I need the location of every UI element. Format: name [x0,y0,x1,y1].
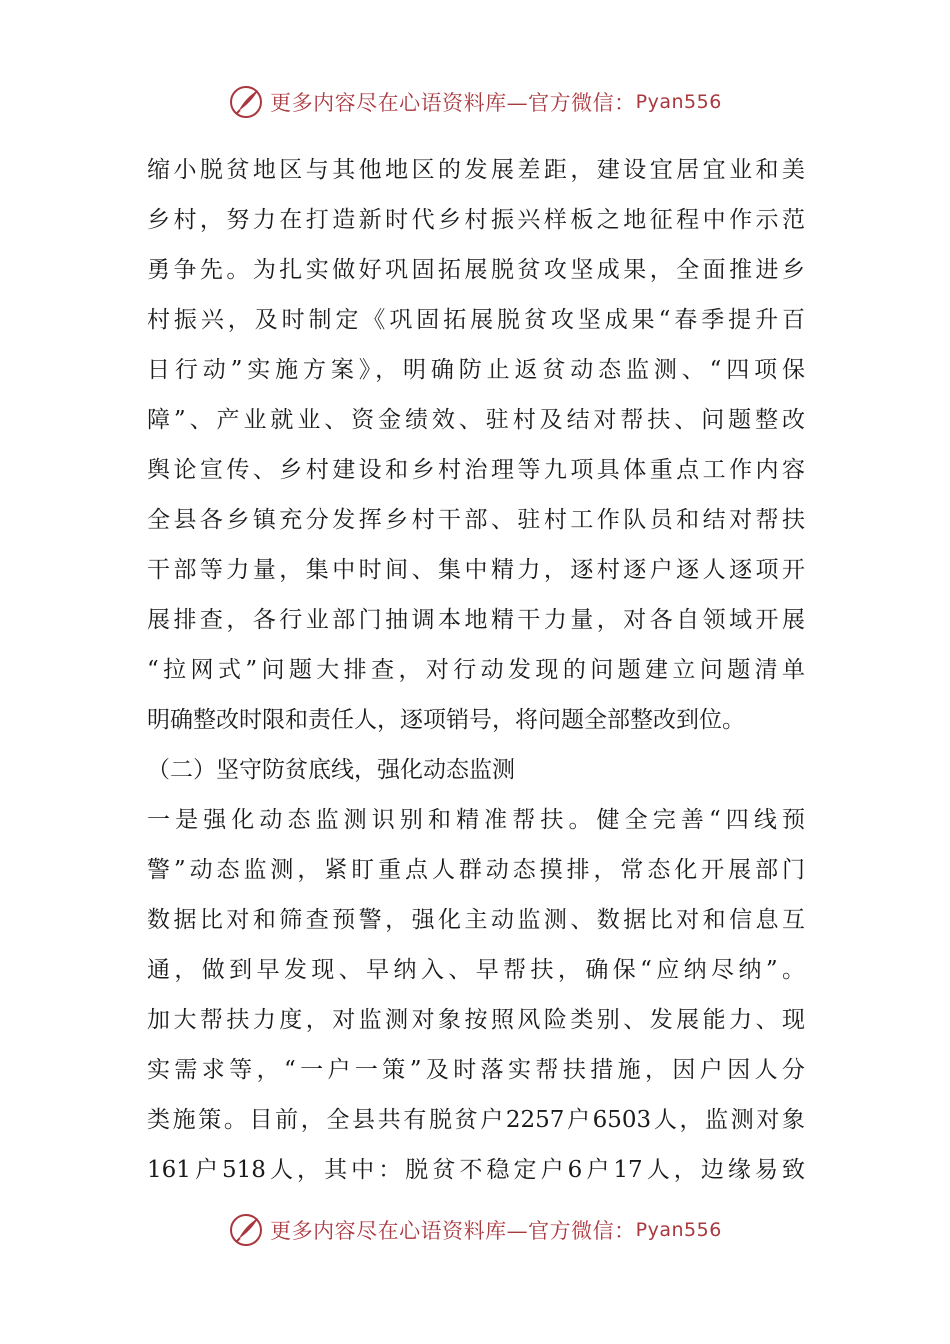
body-line: 日行动”实施方案》，明确防止返贫动态监测、“四项保 [147,357,805,383]
body-line: 一是强化动态监测识别和精准帮扶。健全完善“四线预 [147,807,805,833]
body-line: 161户518人，其中：脱贫不稳定户6户17人，边缘易致 [147,1157,805,1183]
document-body [147,145,805,1195]
body-line: 村振兴，及时制定《巩固拓展脱贫攻坚成果“春季提升百 [147,307,805,333]
quill-logo-icon [228,84,264,120]
body-line: 勇争先。为扎实做好巩固拓展脱贫攻坚成果，全面推进乡 [147,257,805,283]
body-line: 展排查，各行业部门抽调本地精干力量，对各自领域开展 [147,607,805,633]
watermark-header [0,82,950,122]
body-line: 缩小脱贫地区与其他地区的发展差距，建设宜居宜业和美 [147,157,805,183]
watermark-wechat-id: Pyan556 [635,1219,722,1241]
watermark-text: 更多内容尽在心语资料库—官方微信： [270,1219,636,1243]
body-line: 明确整改时限和责任人，逐项销号，将问题全部整改到位。 [147,707,745,733]
body-line: 通，做到早发现、早纳入、早帮扶，确保“应纳尽纳”。 [147,957,805,983]
body-line: “拉网式”问题大排查，对行动发现的问题建立问题清单 [147,657,805,683]
body-line: 干部等力量，集中时间、集中精力，逐村逐户逐人逐项开 [147,557,805,583]
body-line: 警”动态监测，紧盯重点人群动态摸排，常态化开展部门 [147,857,805,883]
body-line: 舆论宣传、乡村建设和乡村治理等九项具体重点工作内容 [147,457,805,483]
watermark-text: 更多内容尽在心语资料库—官方微信： [270,91,636,115]
body-line: 障”、产业就业、资金绩效、驻村及结对帮扶、问题整改 [147,407,805,433]
body-line: 加大帮扶力度，对监测对象按照风险类别、发展能力、现 [147,1007,805,1033]
body-line: 数据比对和筛查预警，强化主动监测、数据比对和信息互 [147,907,805,933]
body-line: 全县各乡镇充分发挥乡村干部、驻村工作队员和结对帮扶 [147,507,805,533]
body-line: 乡村，努力在打造新时代乡村振兴样板之地征程中作示范 [147,207,805,233]
watermark-wechat-id: Pyan556 [635,91,722,113]
watermark-footer [0,1210,950,1250]
body-line: 类施策。目前，全县共有脱贫户2257户6503人，监测对象 [147,1107,805,1133]
body-line: 实需求等，“一户一策”及时落实帮扶措施，因户因人分 [147,1057,805,1083]
section-heading: （二）坚守防贫底线，强化动态监测 [147,757,515,783]
quill-logo-icon [228,1212,264,1248]
